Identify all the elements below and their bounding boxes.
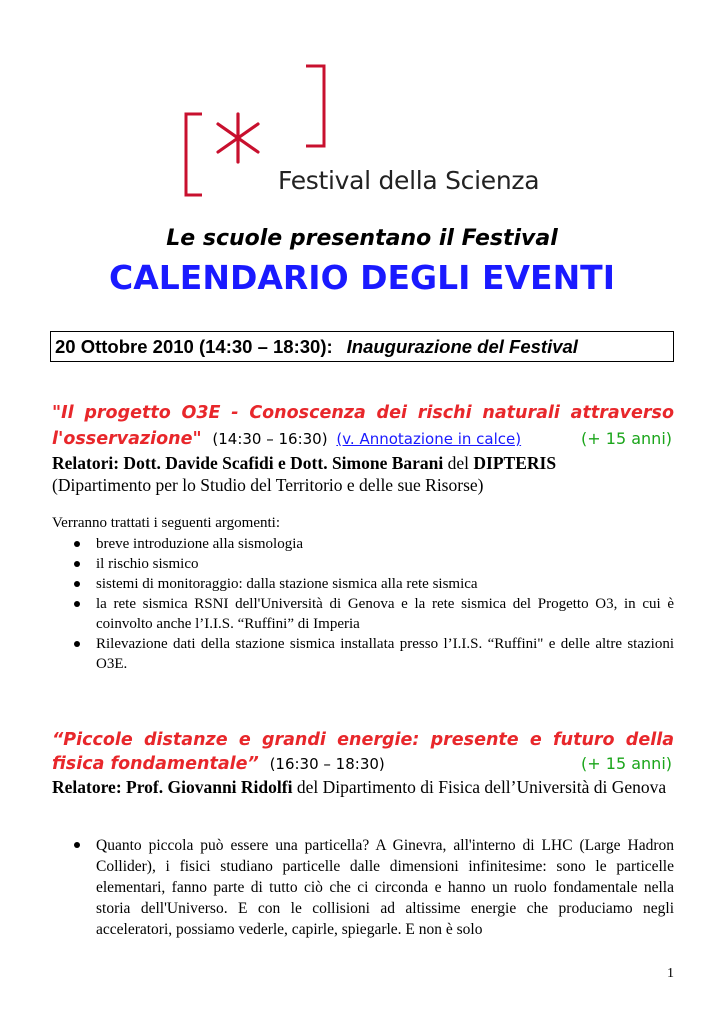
event-date: 20 Ottobre 2010 (14:30 – 18:30): [55, 335, 333, 357]
list-item: Quanto piccola può essere una particella? A Ginevra, all'interno di LHC (Large Hadron Collider), i fisici studiano particelle dalle dimensioni infinitesime: sono le particelle elementari, fanno parte di tutto ciò che ci circonda e hanno un ruolo fondamentale nella storia dell'Universo. E con le collisioni ad altissime energie che produciamo negli acceleratori, possiamo vederle, capirle, spiegarle. E non è solo [52, 835, 674, 940]
event2-age: (+ 15 anni) [581, 754, 672, 773]
event2-time: (16:30 – 18:30) [269, 755, 385, 773]
annotation-link[interactable]: (v. Annotazione in calce) [336, 430, 522, 448]
event1-age: (+ 15 anni) [581, 429, 672, 448]
event1-title-row [52, 427, 674, 451]
festival-logo [180, 62, 550, 202]
list-item: sistemi di monitoraggio: dalla stazione sismica alla rete sismica [52, 574, 674, 594]
list-item: breve introduzione alla sismologia [52, 534, 674, 554]
list-item: il rischio sismico [52, 554, 674, 574]
event1-org-full: (Dipartimento per lo Studio del Territorio e delle sue Risorse) [52, 475, 484, 495]
page-number: 1 [667, 966, 674, 981]
event2-speakers-label: Relatore: Prof. Giovanni Ridolfi [52, 777, 293, 797]
logo-text: Festival della Scienza [278, 166, 540, 195]
event-date-label: Inaugurazione del Festival [346, 335, 578, 357]
event1-topics-list [52, 534, 674, 674]
event2-title-row [52, 752, 674, 776]
date-box [50, 331, 674, 362]
list-item: la rete sismica RSNI dell'Università di Genova e la rete sismica del Progetto O3, in cui è coinvolto anche l’I.I.S. “Ruffini” di Imperia [52, 594, 674, 634]
event2-speakers-rest: del Dipartimento di Fisica dell’Università di Genova [292, 777, 667, 797]
event2-title-line1: “Piccole distanze e grandi energie: presente e futuro della [52, 730, 674, 750]
event1-intro: Verranno trattati i seguenti argomenti: [52, 515, 280, 531]
page-subtitle: Le scuole presentano il Festival [166, 226, 558, 251]
event1-title-line2: l'osservazione" [52, 429, 202, 449]
event1-title-line1: "Il progetto O3E - Conoscenza dei rischi naturali attraverso [52, 403, 674, 423]
event1-speakers [52, 452, 674, 496]
event2-speakers [52, 776, 674, 798]
event1-speakers-label: Relatori: Dott. Davide Scafidi e Dott. Simone Barani [52, 453, 444, 473]
list-item: Rilevazione dati della stazione sismica installata presso l’I.I.S. “Ruffini" e delle altre stazioni O3E. [52, 634, 674, 674]
event2-description-list [52, 835, 674, 940]
event1-speakers-rest: del [443, 453, 474, 473]
event1-time: (14:30 – 16:30) [212, 430, 328, 448]
event2-title-line2: fisica fondamentale” [52, 754, 259, 774]
page-title: CALENDARIO DEGLI EVENTI [109, 258, 615, 297]
event1-org: DIPTERIS [473, 453, 557, 473]
